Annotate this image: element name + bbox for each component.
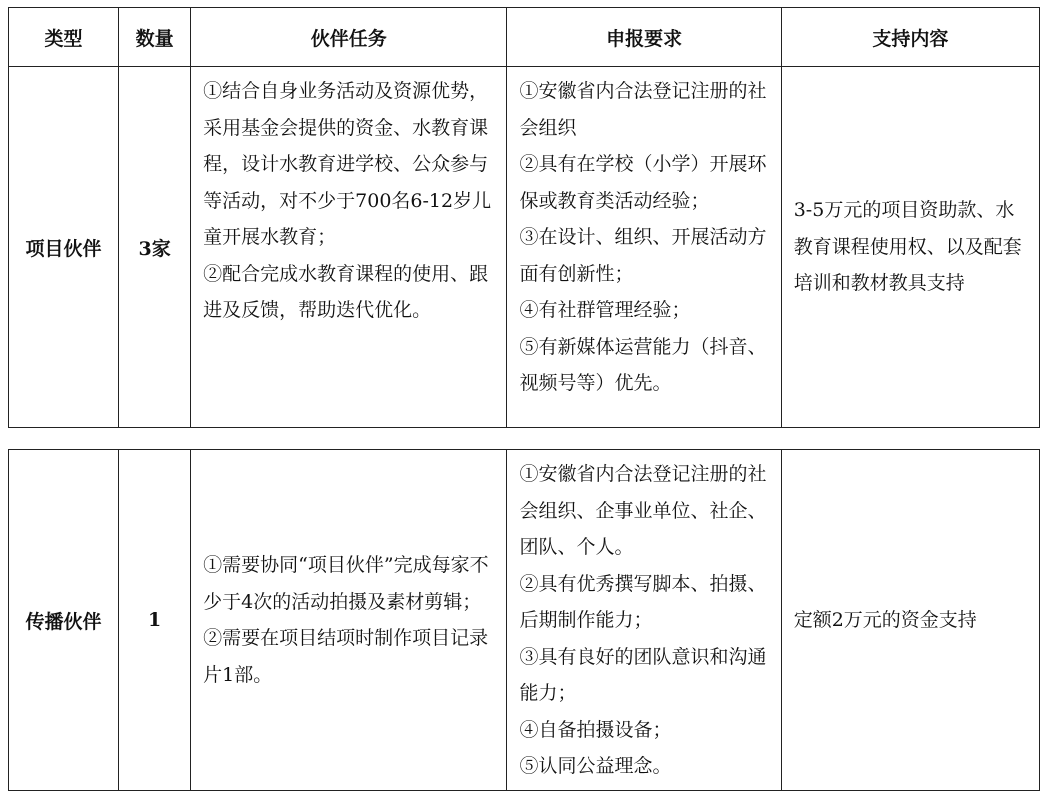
row-type: 传播伙伴 [9, 450, 119, 791]
requirement-item: ②具有优秀撰写脚本、拍摄、后期制作能力； [519, 572, 767, 631]
task-item: ①需要协同“项目伙伴”完成每家不少于4次的活动拍摄及素材剪辑； [203, 554, 489, 613]
row-requirements [507, 67, 781, 428]
requirement-item: ④自备拍摄设备； [519, 718, 672, 741]
partner-table-communication [8, 449, 1040, 791]
requirement-item: ①安徽省内合法登记注册的社会组织、企事业单位、社企、团队、个人。 [519, 463, 767, 558]
task-item: ②需要在项目结项时制作项目记录片1部。 [203, 627, 489, 686]
header-requirements: 申报要求 [507, 8, 781, 67]
table-header-row [9, 8, 1040, 67]
requirement-item: ①安徽省内合法登记注册的社会组织 [519, 80, 767, 139]
table-row [9, 67, 1040, 428]
table-row [9, 450, 1040, 791]
task-item: ②配合完成水教育课程的使用、跟进及反馈，帮助迭代优化。 [203, 262, 489, 321]
row-support [781, 450, 1039, 791]
row-requirements [507, 450, 781, 791]
row-support [781, 67, 1039, 428]
requirement-item: ⑤有新媒体运营能力（抖音、视频号等）优先。 [519, 335, 767, 394]
task-item: ①结合自身业务活动及资源优势，采用基金会提供的资金、水教育课程，设计水教育进学校、公众参与等活动，对不少于700名6-12岁儿童开展水教育； [203, 80, 492, 248]
requirement-item: ③在设计、组织、开展活动方面有创新性； [519, 226, 767, 285]
header-task: 伙伴任务 [191, 8, 507, 67]
support-text: 3-5万元的项目资助款、水教育课程使用权、以及配套培训和教材教具支持 [793, 199, 1022, 295]
row-task [191, 450, 507, 791]
header-count: 数量 [119, 8, 191, 67]
row-task [191, 67, 507, 428]
partner-table-project [8, 7, 1040, 428]
header-support: 支持内容 [781, 8, 1039, 67]
support-text: 定额2万元的资金支持 [793, 608, 977, 631]
requirement-item: ④有社群管理经验； [519, 299, 691, 321]
row-type: 项目伙伴 [9, 67, 119, 428]
row-count: 1 [119, 450, 191, 791]
row-count: 3家 [119, 67, 191, 428]
requirement-item: ⑤认同公益理念。 [519, 755, 672, 777]
requirement-item: ③具有良好的团队意识和沟通能力； [519, 645, 767, 704]
header-type: 类型 [9, 8, 119, 67]
requirement-item: ②具有在学校（小学）开展环保或教育类活动经验； [519, 153, 767, 212]
